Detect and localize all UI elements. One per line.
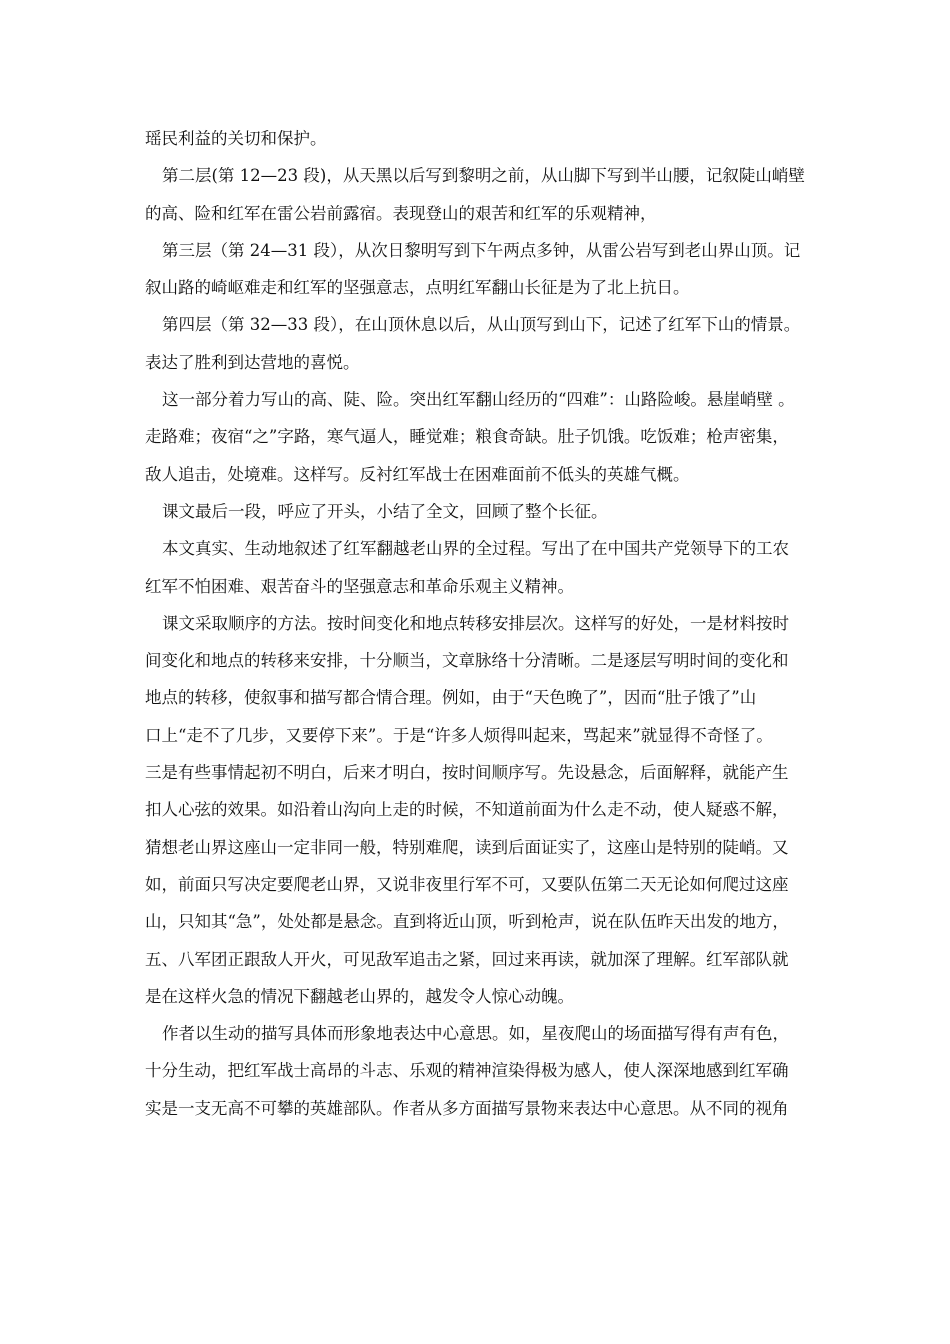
text-line: 本文真实、生动地叙述了红军翻越老山界的全过程。写出了在中国共产党领导下的工农 [162,539,789,559]
text-line: 第三层（第 24—31 段），从次日黎明写到下午两点多钟，从雷公岩写到老山界山顶。记 [162,240,801,260]
text-line: 地点的转移，使叙事和描写都合情合理。例如，由于“天色晚了”，因而“肚子饿了”山 [145,688,757,708]
text-line: 这一部分着力写山的高、陡、险。突出红军翻山经历的“四难”：山路险峻。悬崖峭壁 。 [162,390,795,410]
text-line: 第四层（第 32—33 段），在山顶休息以后，从山顶写到山下，记述了红军下山的情景。 [162,315,801,335]
text-line: 走路难；夜宿“之”字路，寒气逼人，睡觉难；粮食奇缺。肚子饥饿。吃饭难；枪声密集， [145,427,789,447]
text-line: 扣人心弦的效果。如沿着山沟向上走的时候，不知道前面为什么走不动，使人疑惑不解， [145,800,789,820]
text-line: 课文最后一段，呼应了开头，小结了全文，回顾了整个长征。 [162,501,608,521]
text-line: 猜想老山界这座山一定非同一般，特别难爬，读到后面证实了，这座山是特别的陡峭。又 [145,837,789,857]
text-line: 第二层(第 12—23 段)，从天黑以后写到黎明之前，从山脚下写到半山腰，记叙陡山峭壁 [162,166,805,186]
text-line: 三是有些事情起初不明白，后来才明白，按时间顺序写。先设悬念，后面解释，就能产生 [145,763,789,783]
text-line: 课文采取顺序的方法。按时间变化和地点转移安排层次。这样写的好处，一是材料按时 [162,613,789,633]
text-line: 红军不怕困难、艰苦奋斗的坚强意志和革命乐观主义精神。 [145,576,574,596]
text-line: 叙山路的崎岖难走和红军的坚强意志，点明红军翻山长征是为了北上抗日。 [145,278,690,298]
text-line: 作者以生动的描写具体而形象地表达中心意思。如，星夜爬山的场面描写得有声有色， [162,1024,789,1044]
text-line: 敌人追击，处境难。这样写。反衬红军战士在困难面前不低头的英雄气概。 [145,464,690,484]
text-line: 是在这样火急的情况下翻越老山界的，越发令人惊心动魄。 [145,986,574,1006]
document-body [145,120,825,1127]
text-line: 十分生动，把红军战士高昂的斗志、乐观的精神渲染得极为感人，使人深深地感到红军确 [145,1061,789,1081]
text-line: 口上“走不了几步，又要停下来”。于是“许多人烦得叫起来，骂起来”就显得不奇怪了。 [145,725,773,745]
text-line: 五、八军团正跟敌人开火，可见敌军追击之紧，回过来再读，就加深了理解。红军部队就 [145,949,789,969]
text-line: 山，只知其“急”，处处都是悬念。直到将近山顶，听到枪声，说在队伍昨天出发的地方， [145,912,789,932]
text-line: 瑶民利益的关切和保护。 [145,129,327,148]
text-line: 实是一支无高不可攀的英雄部队。作者从多方面描写景物来表达中心意思。从不同的视角 [145,1098,789,1118]
text-line: 的高、险和红军在雷公岩前露宿。表现登山的艰苦和红军的乐观精神， [145,203,657,223]
text-line: 间变化和地点的转移来安排，十分顺当，文章脉络十分清晰。二是逐层写明时间的变化和 [145,651,789,671]
text-line: 如，前面只写决定要爬老山界，又说非夜里行军不可，又要队伍第二天无论如何爬过这座 [145,874,789,894]
text-line: 表达了胜利到达营地的喜悦。 [145,352,360,372]
